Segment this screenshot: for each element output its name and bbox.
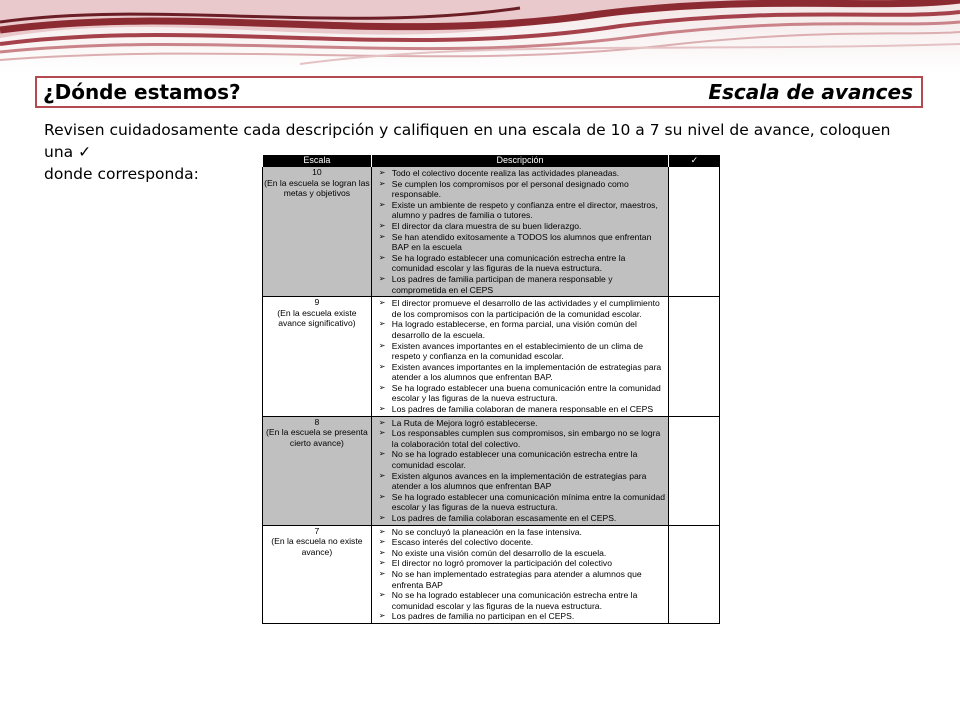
table-row [263, 167, 720, 297]
scale-level-number: 9 [314, 297, 320, 308]
page-subtitle: Escala de avances [708, 80, 913, 104]
page-title: ¿Dónde estamos? [43, 80, 241, 104]
table-header-row [263, 155, 720, 167]
list-item: ➢ Se cumplen los compromisos por el personal designado como responsable. [378, 178, 629, 200]
table-row [263, 416, 720, 525]
scale-level-cell [263, 525, 372, 623]
list-item: ➢ Los padres de familia colaboran de manera responsable en el CEPS [378, 404, 654, 415]
scale-level-description: (En la escuela se presenta cierto avance) [266, 427, 368, 448]
list-item: ➢ Existen avances importantes en el establecimiento de un clima de respeto y confianza en la comunidad escolar. [378, 340, 644, 362]
arrow-bullet-icon: ➢ [378, 491, 386, 501]
description-cell [371, 297, 668, 417]
arrow-bullet-icon: ➢ [378, 298, 386, 308]
header-description: Descripción [371, 155, 668, 167]
checkmark-cell[interactable] [669, 167, 720, 297]
checkmark-cell[interactable] [669, 525, 720, 623]
arrow-bullet-icon: ➢ [378, 568, 386, 578]
arrow-bullet-icon: ➢ [378, 404, 386, 414]
list-item: ➢ Se ha logrado establecer una comunicación estrecha entre la comunidad escolar y las figuras de la nueva estructura. [378, 252, 626, 274]
description-list [372, 298, 666, 415]
table-row [263, 297, 720, 417]
section-title-bar [35, 76, 923, 108]
list-item: ➢ Ha logrado establecerse, en forma parcial, una visión común del desarrollo de la escuela. [378, 319, 637, 340]
list-item: ➢ Existen avances importantes en la implementación de estrategias para atender a los alumnos que enfrentan BAP. [378, 361, 662, 383]
list-item: ➢ Se ha logrado establecer una comunicación mínima entre la comunidad escolar y las figuras de la nueva estructura. [378, 491, 666, 513]
arrow-bullet-icon: ➢ [378, 168, 386, 177]
arrow-bullet-icon: ➢ [378, 558, 386, 568]
description-list [372, 168, 666, 295]
list-item: ➢ La Ruta de Mejora logró establecerse. [378, 417, 538, 428]
arrow-bullet-icon: ➢ [378, 470, 386, 480]
header-scale: Escala [263, 155, 372, 167]
list-item: ➢ Los padres de familia colaboran escasamente en el CEPS. [378, 513, 617, 523]
list-item: ➢ Escaso interés del colectivo docente. [378, 537, 534, 548]
table-row [263, 525, 720, 623]
description-list [372, 527, 666, 622]
arrow-bullet-icon: ➢ [378, 428, 386, 438]
decorative-banner [0, 0, 960, 72]
scale-level-number: 10 [312, 167, 322, 177]
list-item: ➢ Los padres de familia participan de manera responsable y comprometida en el CEPS [378, 273, 613, 295]
scale-level-cell [263, 297, 372, 417]
arrow-bullet-icon: ➢ [378, 449, 386, 459]
list-item: ➢ Se han atendido exitosamente a TODOS los alumnos que enfrentan BAP en la escuela [378, 231, 652, 253]
arrow-bullet-icon: ➢ [378, 537, 386, 547]
list-item: ➢ El director no logró promover la participación del colectivo [378, 558, 612, 569]
scale-level-description: (En la escuela no existe avance) [271, 536, 363, 557]
arrow-bullet-icon: ➢ [378, 252, 386, 262]
list-item: ➢ El director da clara muestra de su buen liderazgo. [378, 220, 582, 231]
arrow-bullet-icon: ➢ [378, 199, 386, 209]
list-item: ➢ El director promueve el desarrollo de las actividades y el cumplimiento de los compromisos con la participación de la comunidad escolar. [378, 298, 660, 319]
list-item: ➢ No se han implementado estrategias para atender a alumnos que enfrenta BAP [378, 568, 642, 590]
description-cell [371, 416, 668, 525]
scale-level-cell [263, 416, 372, 525]
list-item: ➢ Los responsables cumplen sus compromisos, sin embargo no se logra la colaboración total del colectivo. [378, 428, 661, 449]
list-item: ➢ Existen algunos avances en la implementación de estrategias para atender a los alumnos que enfrentan BAP [378, 470, 647, 492]
checkmark-cell[interactable] [669, 416, 720, 525]
arrow-bullet-icon: ➢ [378, 611, 386, 621]
list-item: ➢ No se ha logrado establecer una comunicación estrecha entre la comunidad escolar. [378, 449, 638, 471]
arrow-bullet-icon: ➢ [378, 526, 386, 536]
arrow-bullet-icon: ➢ [378, 382, 386, 392]
scale-level-number: 7 [314, 525, 320, 536]
arrow-bullet-icon: ➢ [378, 178, 386, 188]
scale-level-number: 8 [314, 416, 320, 427]
list-item: ➢ Se ha logrado establecer una buena comunicación entre la comunidad escolar y las figuras de la nueva estructura. [378, 382, 661, 404]
arrow-bullet-icon: ➢ [378, 547, 386, 557]
progress-scale-table [262, 155, 720, 624]
arrow-bullet-icon: ➢ [378, 590, 386, 600]
list-item: ➢ No se concluyó la planeación en la fase intensiva. [378, 526, 582, 537]
scale-level-cell [263, 167, 372, 297]
arrow-bullet-icon: ➢ [378, 231, 386, 241]
checkmark-cell[interactable] [669, 297, 720, 417]
instructions-end: donde corresponda: [44, 165, 199, 183]
list-item: ➢ No se ha logrado establecer una comunicación estrecha entre la comunidad escolar y las figuras de la nueva estructura. [378, 590, 638, 611]
scale-level-description: (En la escuela se logran las metas y objetivos [264, 177, 370, 199]
arrow-bullet-icon: ➢ [378, 319, 386, 329]
scale-level-description: (En la escuela existe avance significativo) [277, 307, 357, 329]
description-cell [371, 525, 668, 623]
arrow-bullet-icon: ➢ [378, 273, 386, 283]
arrow-bullet-icon: ➢ [378, 513, 386, 522]
list-item: ➢ Los padres de familia no participan en el CEPS. [378, 611, 575, 622]
instructions-body: Revisen cuidadosamente cada descripción y califiquen en una escala de 10 a 7 su nivel de avance, coloquen una [44, 121, 891, 161]
arrow-bullet-icon: ➢ [378, 417, 386, 427]
list-item: ➢ Existe un ambiente de respeto y confianza entre el director, maestros, alumno y padres de familia o tutores. [378, 199, 658, 221]
list-item: ➢ No existe una visión común del desarrollo de la escuela. [378, 547, 607, 558]
description-list [372, 418, 666, 524]
arrow-bullet-icon: ➢ [378, 340, 386, 350]
checkmark-icon: ✓ [78, 143, 92, 161]
list-item: ➢ Todo el colectivo docente realiza las actividades planeadas. [378, 168, 620, 178]
description-cell [371, 167, 668, 297]
arrow-bullet-icon: ➢ [378, 220, 386, 230]
arrow-bullet-icon: ➢ [378, 361, 386, 371]
header-checkmark-icon: ✓ [669, 155, 720, 167]
